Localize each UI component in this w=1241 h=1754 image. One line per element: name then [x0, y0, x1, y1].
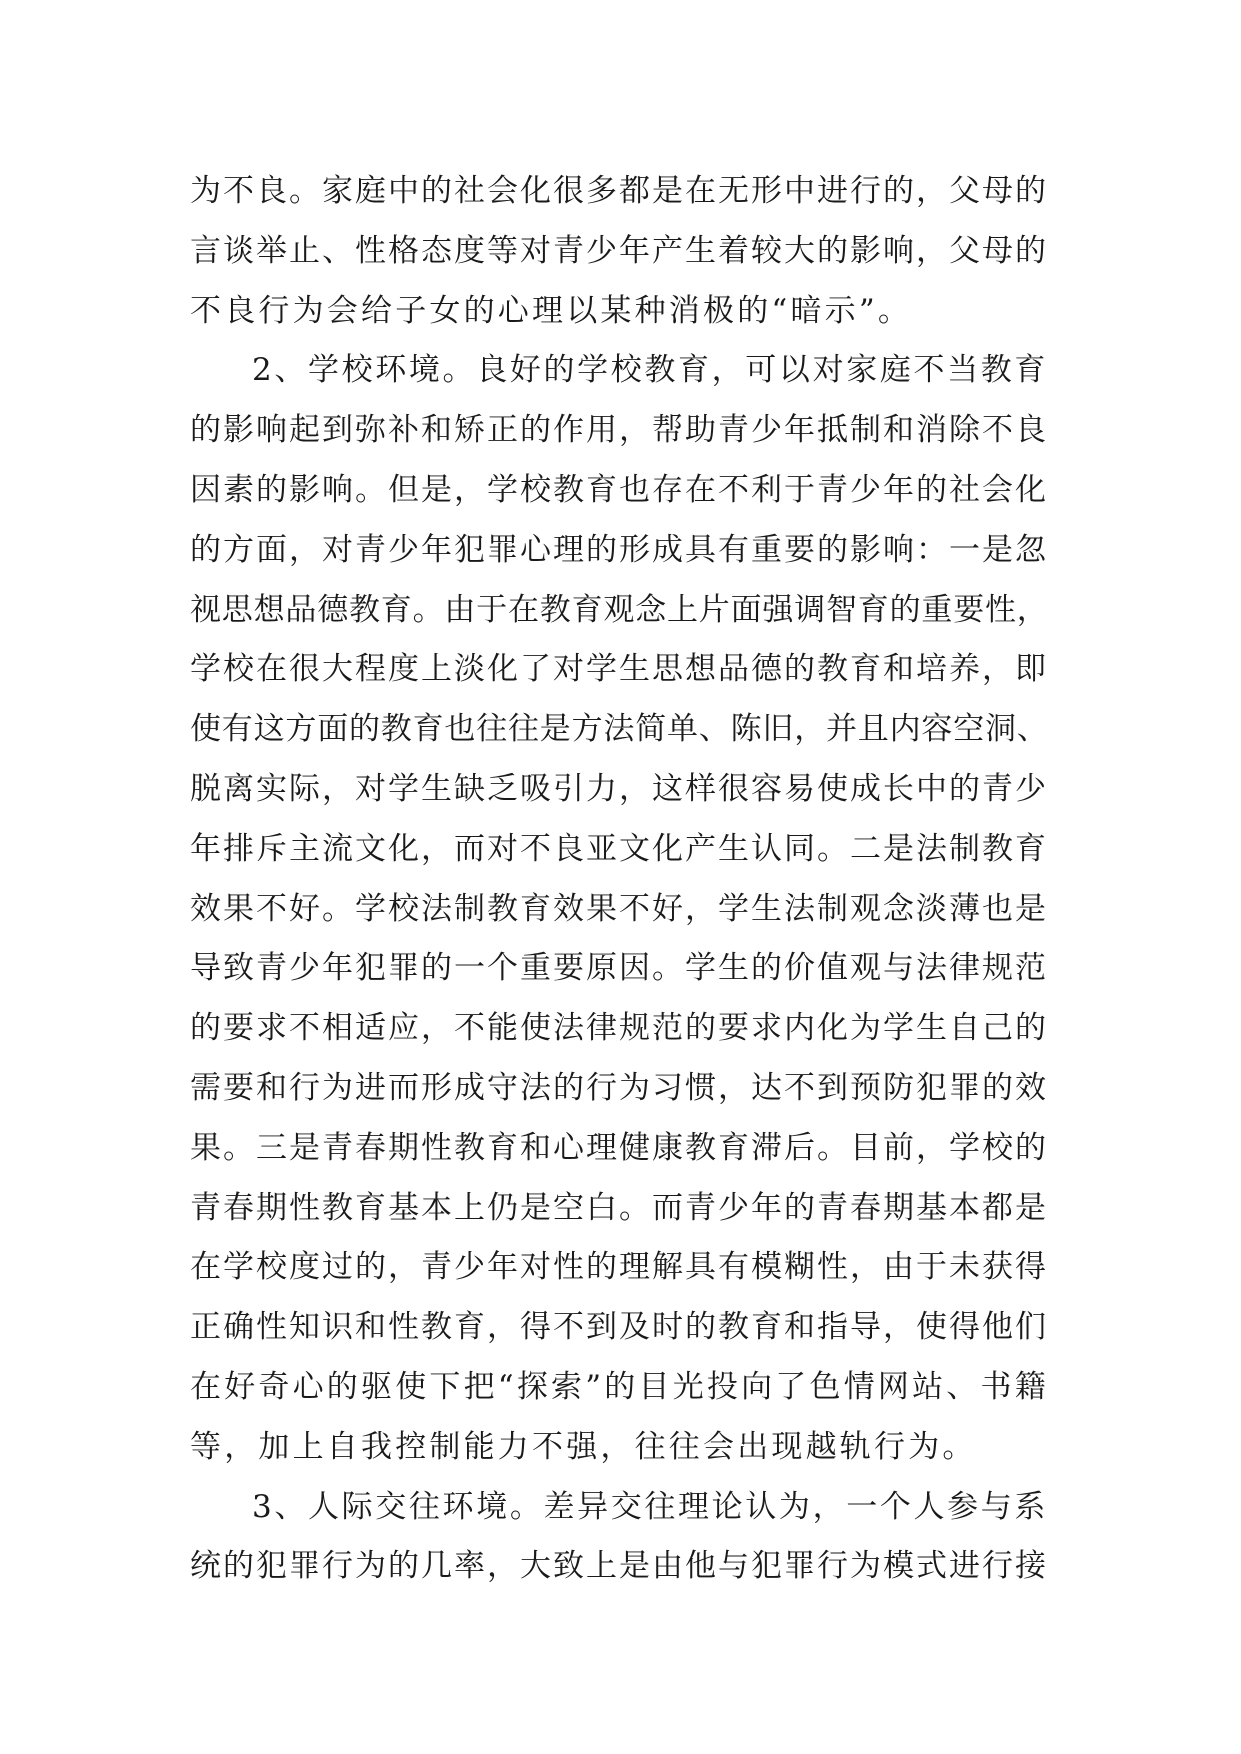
text-line: 年排斥主流文化，而对不良亚文化产生认同。二是法制教育 — [190, 830, 1048, 867]
text-line: 效果不好。学校法制教育效果不好，学生法制观念淡薄也是 — [190, 890, 1048, 927]
text-line: 果。三是青春期性教育和心理健康教育滞后。目前，学校的 — [190, 1129, 1048, 1166]
text-line: 3、人际交往环境。差异交往理论认为，一个人参与系 — [252, 1488, 1048, 1525]
text-line: 脱离实际，对学生缺乏吸引力，这样很容易使成长中的青少 — [190, 770, 1048, 807]
text-line: 需要和行为进而形成守法的行为习惯，达不到预防犯罪的效 — [190, 1069, 1048, 1106]
body-text — [190, 162, 1048, 1597]
text-line: 使有这方面的教育也往往是方法简单、陈旧，并且内容空洞、 — [190, 711, 1049, 748]
text-line: 2、学校环境。良好的学校教育，可以对家庭不当教育 — [252, 352, 1048, 389]
text-line: 学校在很大程度上淡化了对学生思想品德的教育和培养，即 — [190, 651, 1048, 688]
text-line: 的要求不相适应，不能使法律规范的要求内化为学生自己的 — [190, 1010, 1048, 1047]
text-line: 统的犯罪行为的几率，大致上是由他与犯罪行为模式进行接 — [190, 1548, 1048, 1585]
text-line: 青春期性教育基本上仍是空白。而青少年的青春期基本都是 — [190, 1189, 1048, 1226]
text-line: 视思想品德教育。由于在教育观念上片面强调智育的重要性， — [190, 591, 1049, 628]
text-line: 的方面，对青少年犯罪心理的形成具有重要的影响：一是忽 — [190, 531, 1048, 568]
text-line: 的影响起到弥补和矫正的作用，帮助青少年抵制和消除不良 — [190, 412, 1048, 449]
text-line: 导致青少年犯罪的一个重要原因。学生的价值观与法律规范 — [190, 950, 1048, 987]
text-line: 不良行为会给子女的心理以某种消极的“暗示”。 — [190, 292, 913, 329]
text-line: 在好奇心的驱使下把“探索”的目光投向了色情网站、书籍 — [190, 1368, 1049, 1405]
paragraph — [190, 162, 1048, 341]
text-line: 正确性知识和性教育，得不到及时的教育和指导，使得他们 — [190, 1309, 1048, 1346]
text-line: 为不良。家庭中的社会化很多都是在无形中进行的，父母的 — [190, 173, 1048, 209]
text-line: 在学校度过的，青少年对性的理解具有模糊性，由于未获得 — [190, 1249, 1048, 1286]
text-line: 等，加上自我控制能力不强，往往会出现越轨行为。 — [190, 1428, 977, 1465]
text-line: 因素的影响。但是，学校教育也存在不利于青少年的社会化 — [190, 471, 1048, 508]
paragraph — [190, 1478, 1048, 1598]
text-line: 言谈举止、性格态度等对青少年产生着较大的影响，父母的 — [190, 232, 1048, 269]
paragraph — [190, 341, 1048, 1477]
